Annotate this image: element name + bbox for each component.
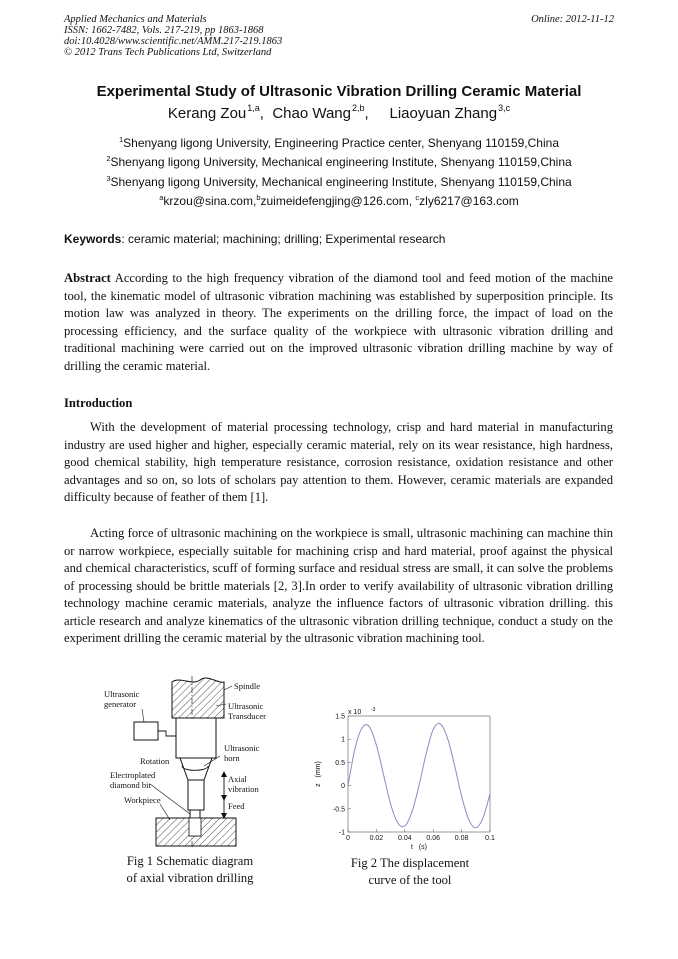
journal-name: Applied Mechanics and Materials	[64, 14, 207, 25]
leader-generator	[142, 709, 144, 722]
y-tick-label: 0.5	[335, 759, 345, 767]
x-axis-label: t (s)	[411, 844, 427, 851]
label-workpiece: Workpiece	[124, 795, 161, 805]
abstract-text: According to the high frequency vibration of the diamond tool and feed motion of the machine tool, the kinematic model of ultrasonic vibration machining was established by superposition principle. Its motion law was analyzed in theory. The experiments on the drilling force, the impact of load on the processing efficiency, and the surface quality of the workpiece with ultrasonic vibration drilling and traditional machining were carried out on the improved ultrasonic vibration drilling machine by way of drilling the ceramic material.	[64, 271, 613, 373]
author-list	[0, 103, 678, 122]
spindle-shape	[172, 678, 224, 718]
section-heading-introduction: Introduction	[64, 396, 133, 410]
keywords	[64, 232, 445, 246]
y-tick-label: 0	[341, 783, 345, 791]
journal-issn: ISSN: 1662-7482, Vols. 217-219, pp 1863-1868	[64, 25, 264, 36]
email-mark: b	[256, 193, 261, 202]
email-mark: a	[159, 193, 164, 202]
email-line	[0, 193, 678, 208]
keywords-text: : ceramic material; machining; drilling; Experimental research	[121, 232, 446, 246]
leader-spindle	[224, 686, 232, 690]
label-generator-2: generator	[104, 699, 137, 709]
chart-series-line	[348, 723, 490, 827]
author-sup: 3,c	[498, 103, 511, 113]
y-tick-label: -0.5	[332, 806, 345, 814]
fig2-caption-line2: curve of the tool	[368, 873, 452, 887]
affiliation-mark: 2	[106, 154, 111, 163]
label-axial-1: Axial	[228, 774, 247, 784]
fig1-schematic	[100, 676, 280, 852]
drilled-hole	[189, 818, 201, 836]
fig1-caption	[100, 853, 280, 887]
email-link[interactable]: zuimeidefengjing@126.com,	[260, 194, 416, 208]
affiliation-text: Shenyang ligong University, Mechanical engineering Institute, Shenyang 110159,China	[110, 155, 572, 169]
author-sup: 1,a	[247, 103, 260, 113]
x-tick-label: 0.04	[397, 835, 412, 842]
author-separator: ,	[364, 105, 386, 122]
x-tick-label: 0.06	[426, 835, 441, 842]
x-tick-label: 0.1	[485, 835, 495, 842]
label-horn-2: horn	[224, 753, 240, 763]
horn-stem	[188, 780, 204, 810]
chart-axes	[348, 716, 490, 832]
abstract	[64, 270, 613, 375]
y-tick-label: 1	[341, 736, 345, 744]
intro-paragraph-2: Acting force of ultrasonic machining on the workpiece is small, ultrasonic machining can machine thin or narrow workpiece, especially suitable for machining crisp and hard material, proof against the physical and chemical characteristics, scuff of forming surface and residual stress are small, it can solve the problems of processing should be brittle materials [2, 3].In order to verify availability of ultrasonic vibration drilling technology machine ceramic materials, analyze the influence factors of ultrasonic vibration drilling. this article research and analyze kinematics of the ultrasonic vibration drilling technique, conduct a study on the experiment drilling the ceramic material by the ultrasonic vibration machining tool.	[64, 526, 613, 645]
y-tick-label: 1.5	[335, 713, 345, 721]
affiliation-mark: 3	[106, 174, 111, 183]
author-name: Chao Wang	[272, 105, 351, 122]
affiliation-1	[0, 135, 678, 150]
fig1-caption-line1: Fig 1 Schematic diagram	[126, 854, 254, 868]
label-rotation: Rotation	[140, 756, 170, 766]
chart-frame	[348, 716, 490, 832]
y-tick-label: -1	[338, 829, 345, 837]
paper-title: Experimental Study of Ultrasonic Vibration Drilling Ceramic Material	[96, 83, 582, 100]
x-tick-label: 0.02	[369, 835, 384, 842]
label-transducer-1: Ultrasonic	[228, 701, 264, 711]
affiliation-3	[0, 174, 678, 189]
email-link[interactable]: krzou@sina.com,	[163, 194, 257, 208]
author-name: Liaoyuan Zhang	[389, 105, 498, 122]
y-axis-exponent: -3	[371, 707, 376, 713]
y-axis-multiplier: x 10	[348, 709, 362, 716]
email-link[interactable]: zly6217@163.com	[419, 194, 519, 208]
abstract-label: Abstract	[64, 271, 111, 285]
generator-box	[134, 722, 158, 740]
affiliation-text: Shenyang ligong University, Mechanical engineering Institute, Shenyang 110159,China	[110, 175, 572, 189]
y-axis-label: z (mm)	[315, 761, 322, 787]
label-bit-2: diamond bit	[110, 780, 151, 790]
transducer-body	[176, 718, 216, 758]
label-feed: Feed	[228, 801, 245, 811]
fig1-caption-line2: of axial vibration drilling	[126, 871, 254, 885]
journal-header	[64, 14, 282, 58]
label-horn-1: Ultrasonic	[224, 743, 260, 753]
intro-paragraph-1: With the development of material processing technology, crisp and hard material in manufacturing industry are used higher and higher, especially ceramic material, rely on its wear resistance, high hardness, good chemical stability, high temperature resistance, corrosion resistance, oxidation resistance and other advantages and so on, so lots of scholars pay attention to them. However, ceramic materials are expanded difficulty because of feather of them [1].	[64, 420, 613, 504]
online-date: Online: 2012-11-12	[531, 14, 614, 25]
x-tick-label: 0.08	[454, 835, 469, 842]
fig2-caption	[340, 855, 480, 889]
author-name: Kerang Zou	[167, 105, 247, 122]
label-generator-1: Ultrasonic	[104, 689, 140, 699]
journal-doi[interactable]: doi:10.4028/www.scientific.net/AMM.217-219.1863	[64, 36, 283, 47]
fig2-caption-line1: Fig 2 The displacement	[350, 856, 470, 870]
author-separator: ,	[259, 105, 269, 122]
affiliation-mark: 1	[118, 135, 124, 144]
affiliation-text: Shenyang ligong University, Engineering Practice center, Shenyang 110159,China	[123, 136, 559, 150]
keywords-label: Keywords	[64, 232, 122, 246]
label-transducer-2: Transducer	[228, 711, 266, 721]
generator-cable	[158, 731, 176, 736]
affiliation-2	[0, 154, 678, 169]
author-sup: 2,b	[351, 103, 365, 113]
label-spindle: Spindle	[234, 681, 260, 691]
label-axial-2: vibration	[228, 784, 259, 794]
x-tick-label: 0	[346, 835, 350, 842]
fig2-chart	[310, 706, 500, 852]
axial-arrow-head-up	[221, 771, 227, 777]
journal-copyright: © 2012 Trans Tech Publications Ltd, Switzerland	[64, 47, 272, 58]
label-bit-1: Electroplated	[110, 770, 156, 780]
email-mark: c	[415, 193, 420, 202]
